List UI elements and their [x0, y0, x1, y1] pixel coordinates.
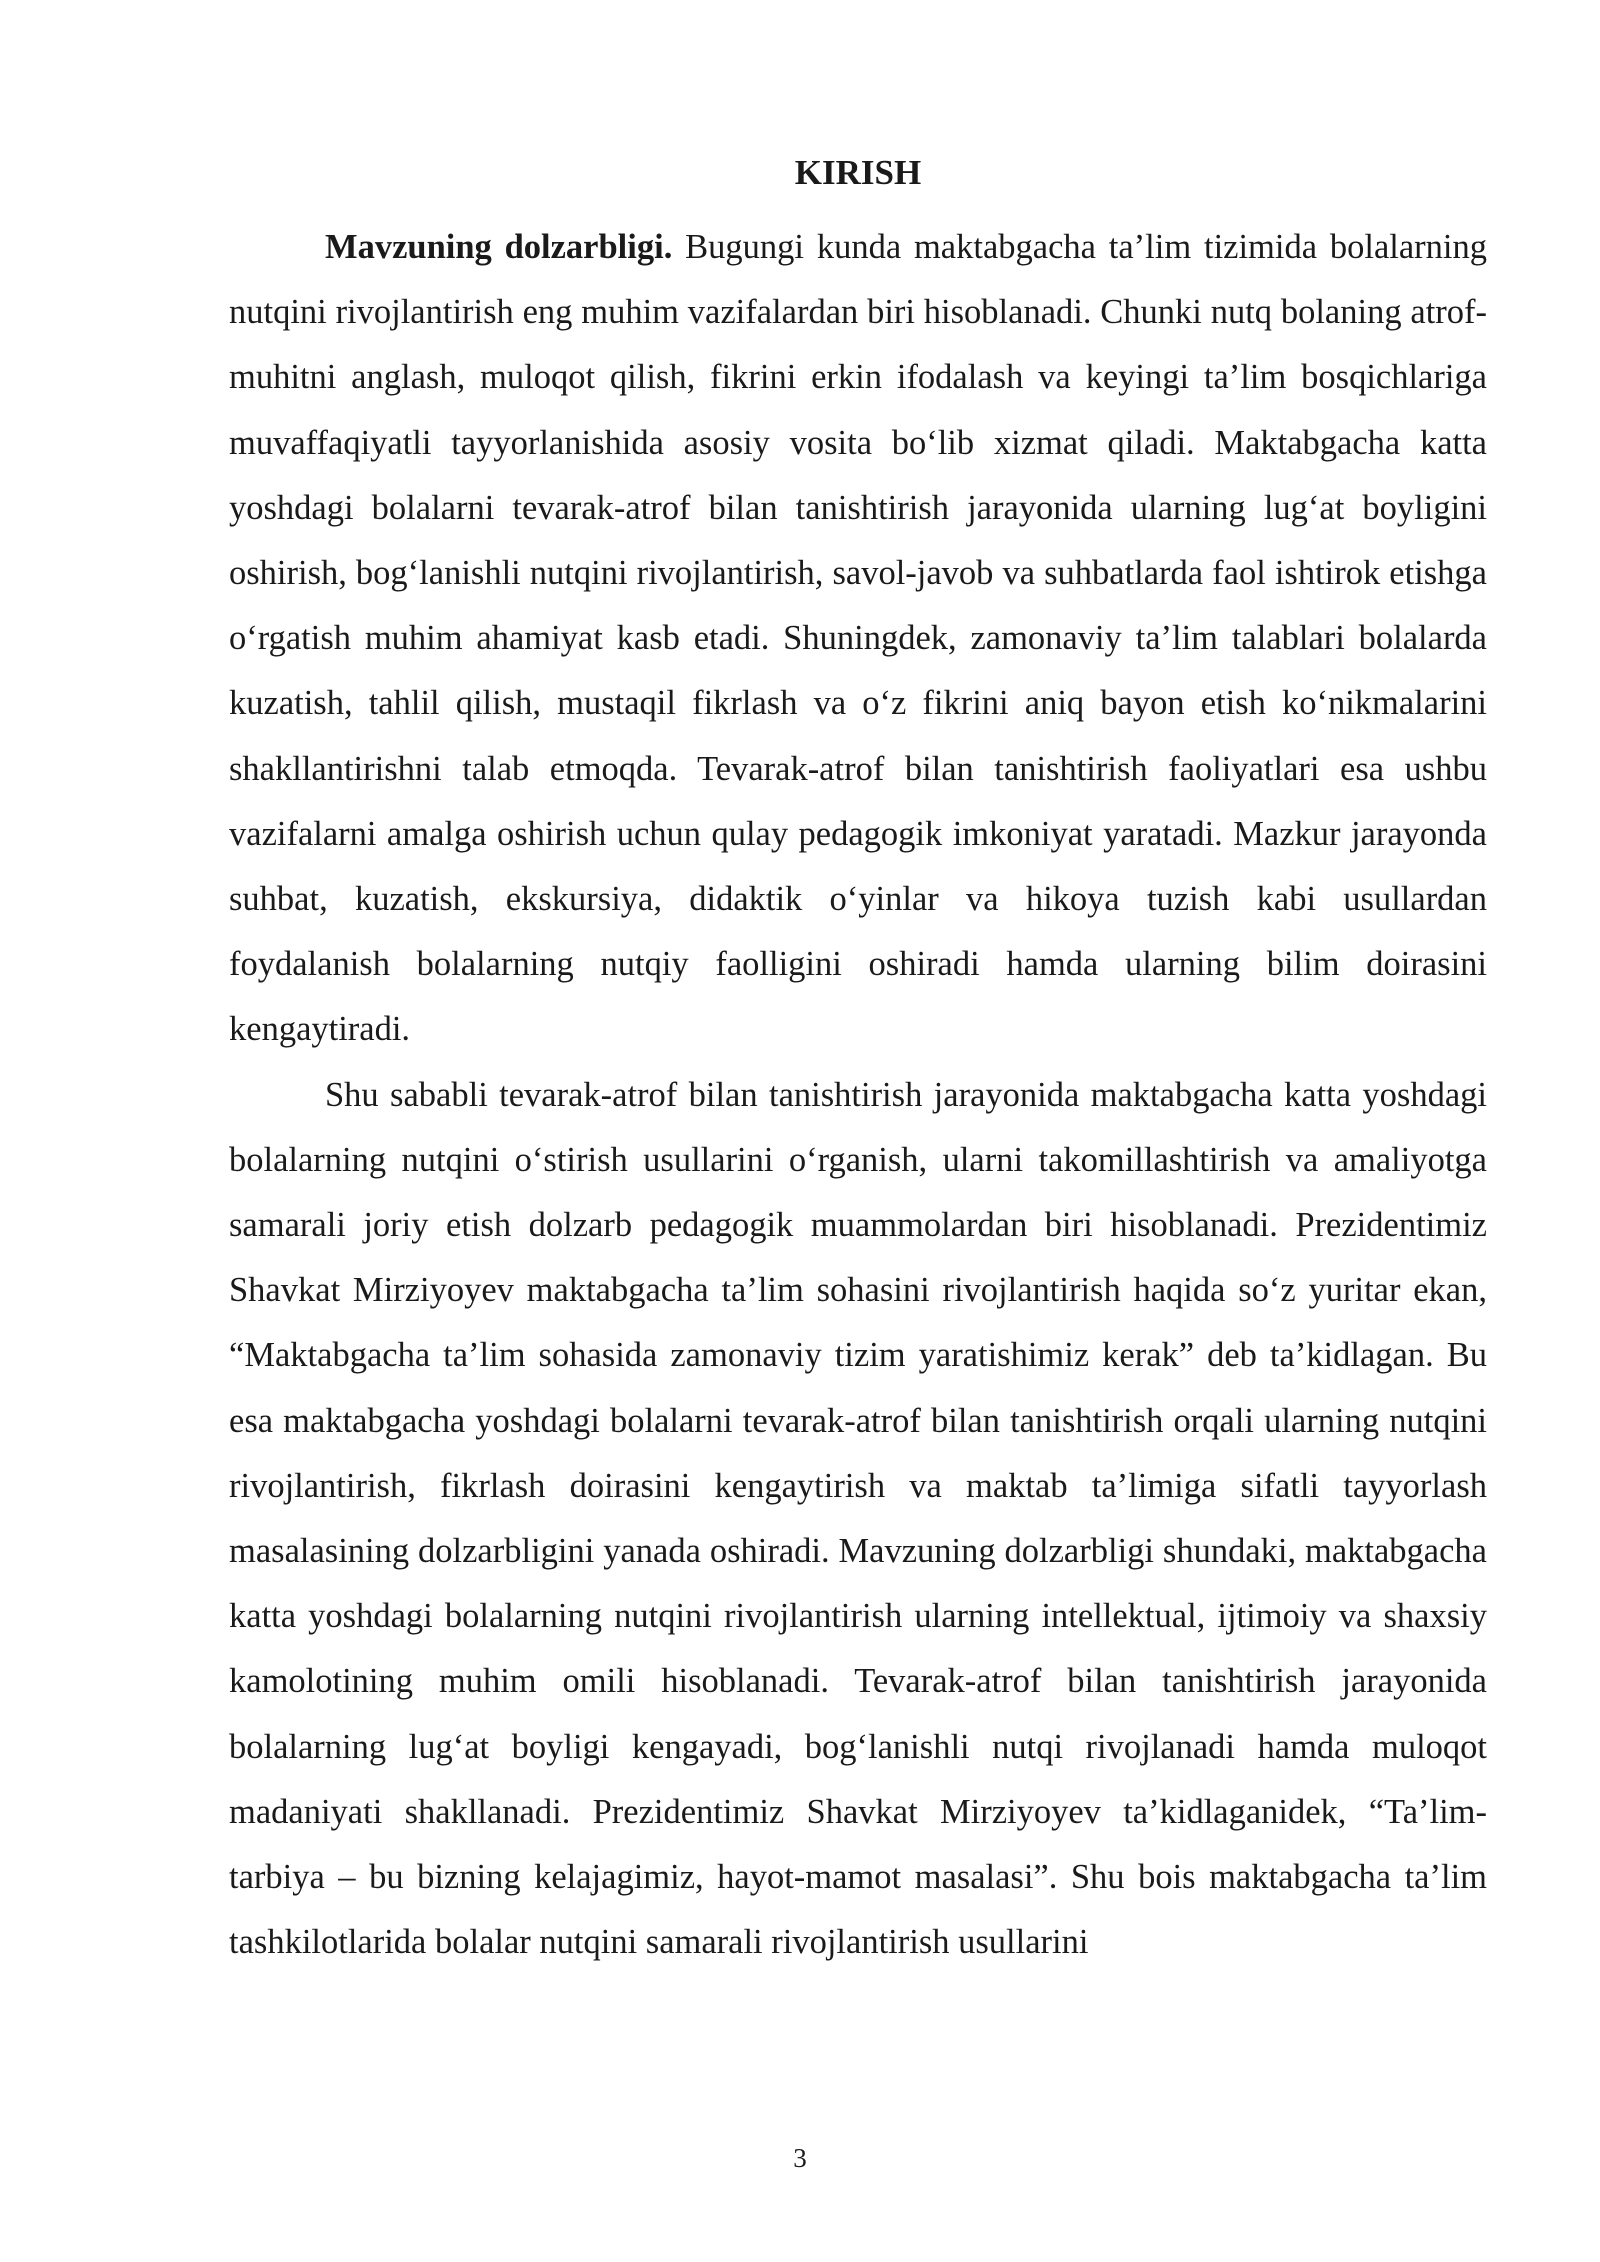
- section-heading: KIRISH: [794, 153, 922, 192]
- paragraph-lead-bold: Mavzuning dolzarbligi.: [325, 228, 673, 266]
- page-number: 3: [793, 2143, 807, 2173]
- page-content: [229, 150, 1487, 1975]
- paragraph-body: [229, 1063, 1487, 1976]
- paragraph-text: Shu sababli tevarak-atrof bilan tanishtirish jarayonida maktabgacha katta yoshdagi bolalarning nutqini o‘stirish usullarini o‘rganish, ularni takomillashtirish va amaliyotga samarali joriy etish dolzarb pedagogik muammolardan biri hisoblanadi. Prezidentimiz Shavkat Mirziyoyev maktabgacha ta’lim sohasini rivojlantirish haqida so‘z yuritar ekan, “Maktabgacha ta’lim sohasida zamonaviy tizim yaratishimiz kerak” deb ta’kidlagan. Bu esa maktabgacha yoshdagi bolalarni tevarak-atrof bilan tanishtirish orqali ularning nutqini rivojlantirish, fikrlash doirasini kengaytirish va maktab ta’limiga sifatli tayyorlash masalasining dolzarbligini yanada oshiradi. Mavzuning dolzarbligi shundaki, maktabgacha katta yoshdagi bolalarning nutqini rivojlantirish ularning intellektual, ijtimoiy va shaxsiy kamolotining muhim omili hisoblanadi. Tevarak-atrof bilan tanishtirish jarayonida bolalarning lug‘at boyligi kengayadi, bog‘lanishli nutqi rivojlanadi hamda muloqot madaniyati shakllanadi. Prezidentimiz Shavkat Mirziyoyev ta’kidlaganidek, “Ta’lim-tarbiya – bu bizning kelajagimiz, hayot-mamot masalasi”. Shu bois maktabgacha ta’lim tashkilotlarida bolalar nutqini samarali rivojlantirish usullarini: [229, 1075, 1487, 1962]
- paragraph-relevance: [229, 215, 1487, 1063]
- paragraph-text: Bugungi kunda maktabgacha ta’lim tizimida bolalarning nutqini rivojlantirish eng muhim vazifalardan biri hisoblanadi. Chunki nutq bolaning atrof-muhitni anglash, muloqot qilish, fikrini erkin ifodalash va keyingi ta’lim bosqichlariga muvaffaqiyatli tayyorlanishida asosiy vosita bo‘lib xizmat qiladi. Maktabgacha katta yoshdagi bolalarni tevarak-atrof bilan tanishtirish jarayonida ularning lug‘at boyligini oshirish, bog‘lanishli nutqini rivojlantirish, savol-javob va suhbatlarda faol ishtirok etishga o‘rgatish muhim ahamiyat kasb etadi. Shuningdek, zamonaviy ta’lim talablari bolalarda kuzatish, tahlil qilish, mustaqil fikrlash va o‘z fikrini aniq bayon etish ko‘nikmalarini shakllantirishni talab etmoqda. Tevarak-atrof bilan tanishtirish faoliyatlari esa ushbu vazifalarni amalga oshirish uchun qulay pedagogik imkoniyat yaratadi. Mazkur jarayonda suhbat, kuzatish, ekskursiya, didaktik o‘yinlar va hikoya tuzish kabi usullardan foydalanish bolalarning nutqiy faolligini oshiradi hamda ularning bilim doirasini kengaytiradi.: [229, 228, 1487, 1049]
